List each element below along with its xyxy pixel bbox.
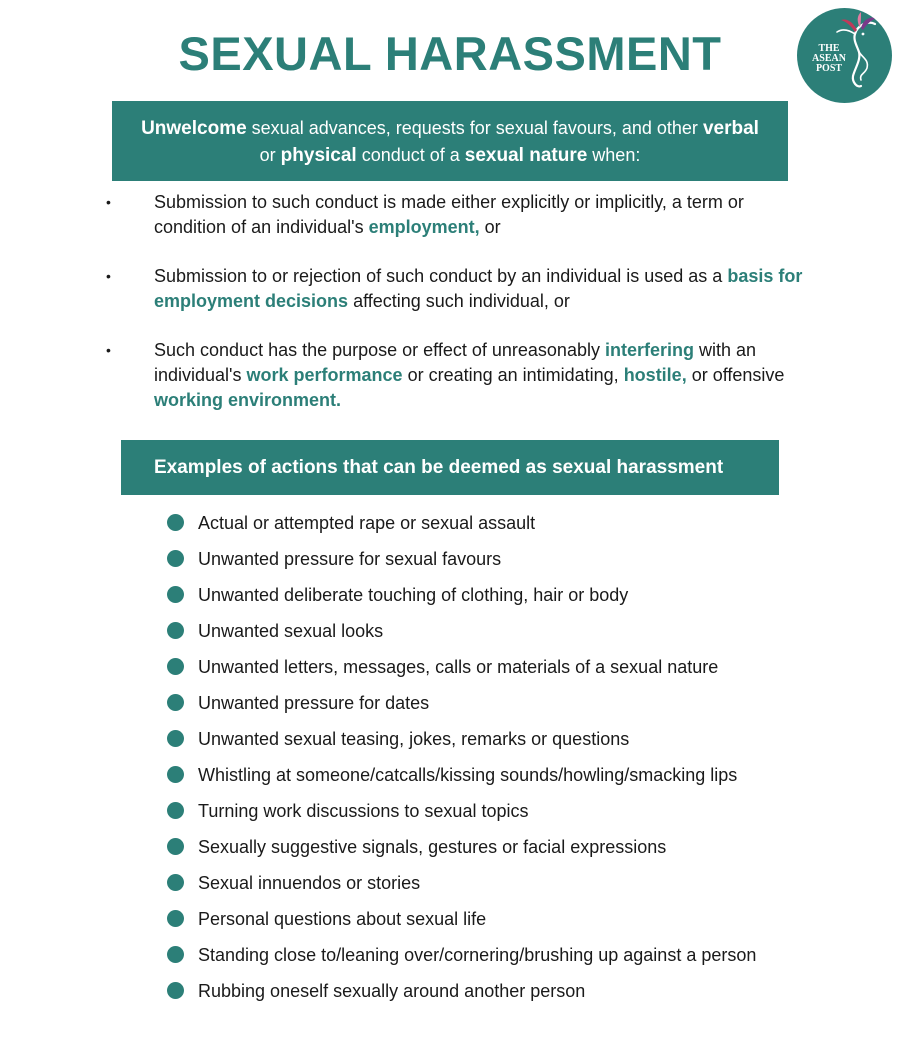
example-item: [166, 833, 866, 869]
example-text: Unwanted pressure for dates: [198, 693, 430, 713]
example-item: [166, 797, 866, 833]
criteria-text: or creating an intimidating,: [402, 365, 624, 385]
bullet-circle-icon: [167, 982, 184, 999]
definition-text: conduct of a: [356, 145, 465, 165]
example-item: [166, 653, 866, 689]
example-text: Unwanted letters, messages, calls or materials of a sexual nature: [198, 657, 719, 677]
criteria-highlight: basis for employment decisions: [154, 266, 803, 311]
example-item: [166, 941, 866, 977]
example-text: Actual or attempted rape or sexual assault: [198, 513, 536, 533]
logo-line-asean: ASEAN: [812, 53, 846, 64]
example-text: Unwanted sexual teasing, jokes, remarks or questions: [198, 729, 630, 749]
bullet-circle-icon: [167, 730, 184, 747]
example-item: [166, 905, 866, 941]
logo-wordmark: [805, 44, 853, 74]
example-text: Unwanted sexual looks: [198, 621, 384, 641]
definition-bold-verbal: verbal: [702, 118, 759, 139]
bullet-circle-icon: [167, 766, 184, 783]
example-item: [166, 689, 866, 725]
bullet-circle-icon: [167, 622, 184, 639]
criteria-highlight: interfering: [604, 340, 694, 360]
example-item: [166, 581, 866, 617]
definition-bold-physical: physical: [280, 145, 357, 166]
example-text: Whistling at someone/catcalls/kissing sounds/howling/smacking lips: [198, 765, 738, 785]
example-item: [166, 725, 866, 761]
example-item: [166, 977, 866, 1013]
example-text: Personal questions about sexual life: [198, 909, 487, 929]
page-title: SEXUAL HARASSMENT: [178, 27, 722, 80]
example-item: [166, 509, 866, 545]
example-item: [166, 869, 866, 905]
bullet-circle-icon: [167, 550, 184, 567]
criteria-text: or offensive: [686, 365, 785, 385]
criteria-list: [106, 190, 806, 437]
example-text: Turning work discussions to sexual topics: [198, 801, 529, 821]
criteria-text: Submission to or rejection of such conduct by an individual is used as a: [154, 266, 728, 286]
bullet-circle-icon: [167, 658, 184, 675]
criteria-text: with an individual's: [154, 340, 757, 385]
example-text: Sexually suggestive signals, gestures or facial expressions: [198, 837, 667, 857]
logo-line-the: THE: [818, 43, 840, 54]
example-item: [166, 761, 866, 797]
example-text: Rubbing oneself sexually around another person: [198, 981, 586, 1001]
bullet-circle-icon: [167, 946, 184, 963]
examples-heading: Examples of actions that can be deemed as sexual harassment: [121, 440, 779, 495]
definition-text: when:: [587, 145, 641, 165]
criteria-text: Such conduct has the purpose or effect of unreasonably: [154, 340, 605, 360]
bullet-circle-icon: [167, 514, 184, 531]
examples-list: [166, 509, 866, 1013]
logo-line-post: POST: [815, 63, 843, 74]
criteria-text: affecting such individual, or: [348, 291, 570, 311]
definition-bold-unwelcome: Unwelcome: [141, 118, 247, 139]
criteria-highlight: working environment.: [154, 390, 342, 410]
criteria-highlight: work performance: [246, 365, 403, 385]
criteria-highlight: employment,: [368, 217, 480, 237]
definition-text: or: [259, 145, 281, 165]
example-text: Unwanted pressure for sexual favours: [198, 549, 502, 569]
bullet-circle-icon: [167, 586, 184, 603]
bullet-circle-icon: [167, 838, 184, 855]
criteria-text: or: [479, 217, 501, 237]
criteria-highlight: hostile,: [623, 365, 687, 385]
bullet-dot: •: [106, 194, 111, 210]
criteria-item: [106, 190, 806, 240]
example-text: Unwanted deliberate touching of clothing, hair or body: [198, 585, 629, 605]
criteria-text: Submission to such conduct is made either explicitly or implicitly, a term or condition of an individual's: [154, 192, 744, 237]
criteria-item: [106, 264, 806, 314]
bullet-circle-icon: [167, 874, 184, 891]
example-item: [166, 617, 866, 653]
definition-bold-sexual-nature: sexual nature: [464, 145, 588, 166]
definition-text: sexual advances, requests for sexual favours, and other: [246, 118, 703, 138]
bullet-dot: •: [106, 268, 111, 284]
example-item: [166, 545, 866, 581]
criteria-item: [106, 338, 806, 413]
bullet-circle-icon: [167, 694, 184, 711]
bullet-dot: •: [106, 342, 111, 358]
example-text: Standing close to/leaning over/cornering/brushing up against a person: [198, 945, 757, 965]
bullet-circle-icon: [167, 910, 184, 927]
definition-banner: [112, 101, 788, 181]
asean-post-logo: [797, 8, 892, 103]
bullet-circle-icon: [167, 802, 184, 819]
example-text: Sexual innuendos or stories: [198, 873, 421, 893]
